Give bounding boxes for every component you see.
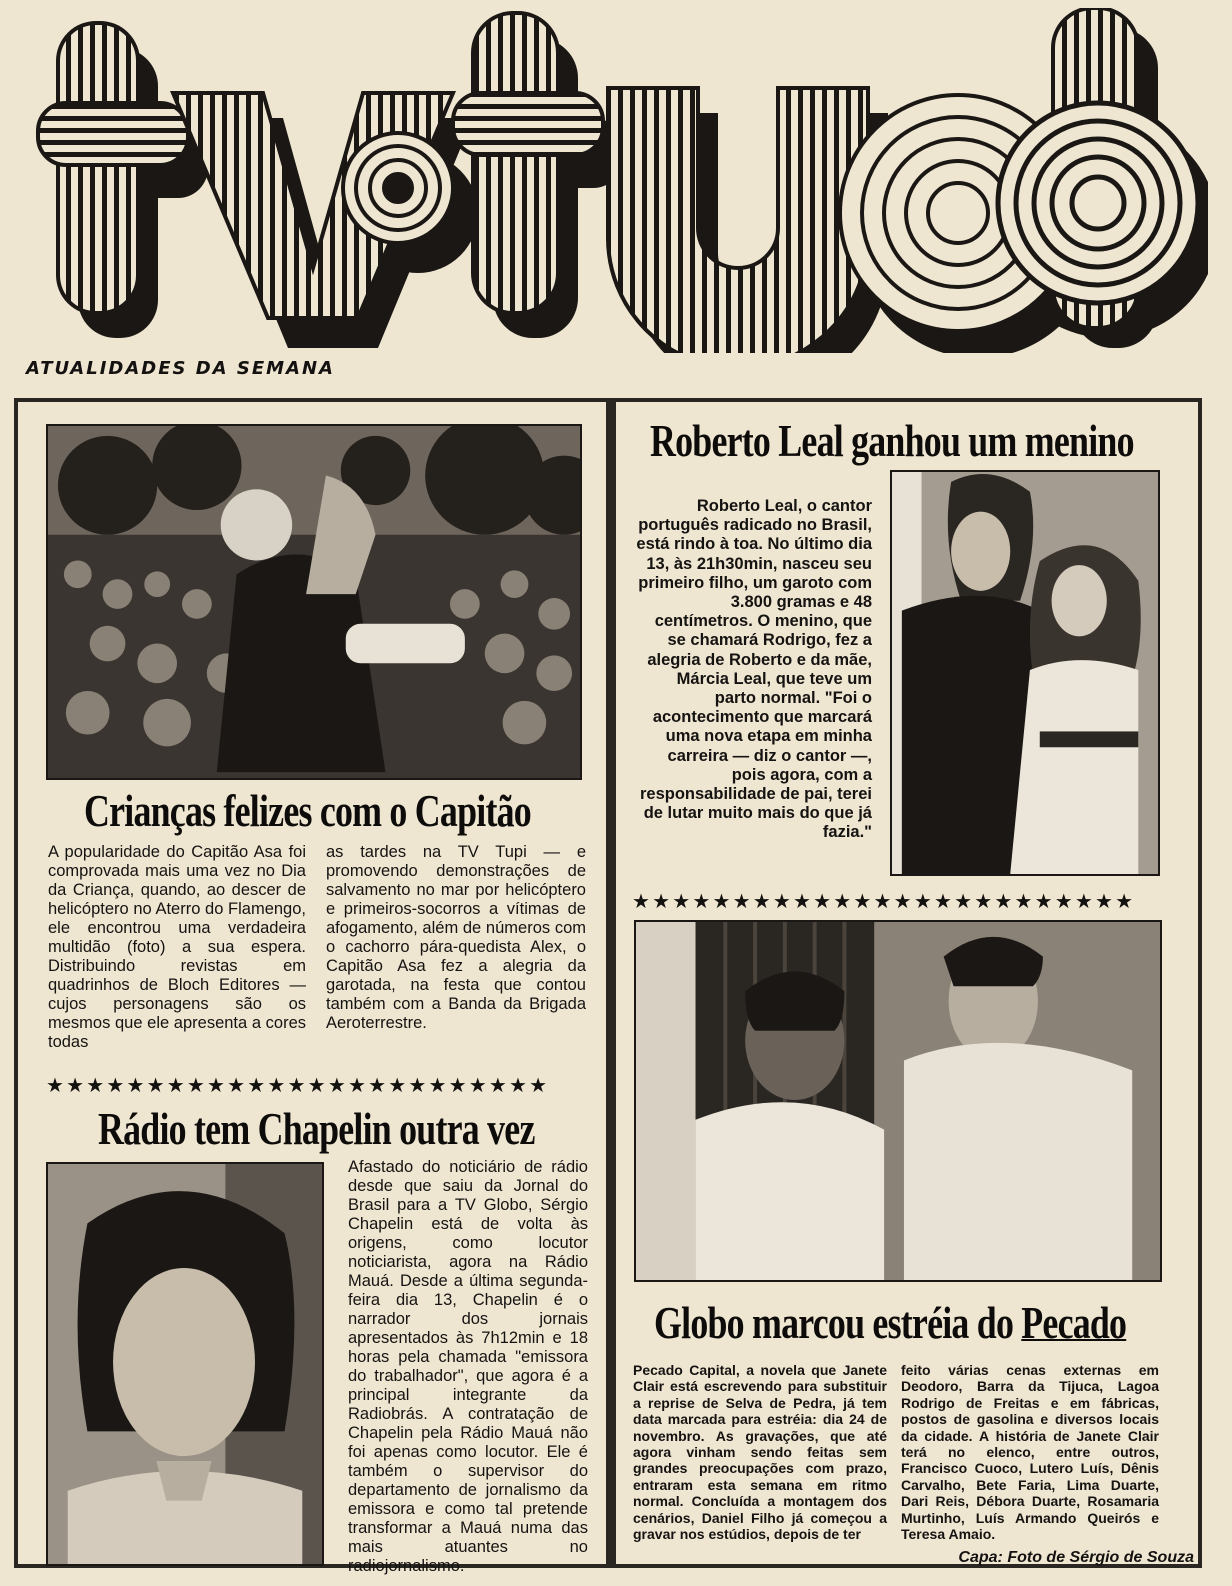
headline-pecado-main: Globo marcou estréia do [654, 1297, 1022, 1348]
headline-chapelin: Rádio tem Chapelin outra vez [98, 1103, 535, 1154]
photo-capitao-crowd [46, 424, 582, 780]
photo-sergio-chapelin [46, 1162, 324, 1566]
star-separator-right: ★★★★★★★★★★★★★★★★★★★★★★★★★ [632, 889, 1136, 913]
article-pecado-col2: feito várias cenas externas em Deodoro, Barra da Tijuca, Lagoa Rodrigo de Freitas e em fábricas, postos de gasolina e diversos locais da cidade. A história de Janete Clair terá no elenco, entre outros, Francisco Cuoco, Lutero Luís, Dênis Carvalho, Bete Faria, Lima Duarte, Dari Reis, Débora Duarte, Rosamaria Murtinho, Luís Armando Queirós e Teresa Amaio. [901, 1362, 1159, 1543]
photo-roberto-leal [890, 470, 1160, 876]
masthead-subtitle: ATUALIDADES DA SEMANA [26, 358, 335, 379]
article-chapelin-body: Afastado do noticiário de rádio desde que saiu da Jornal do Brasil para a TV Globo, Sérgio Chapelin está de volta às origens, como locutor noticiarista, agora na Rádio Mauá. Desde a última segunda-feira dia 13, Chapelin é o narrador dos jornais apresentados às 7h12min e 18 horas pela chamada "emissora do trabalhador", que agora é a principal integrante da Radiobrás. A contratação de Chapelin pela Rádio Mauá não foi apenas como locutor. Ele é também o supervisor do departamento de jornalismo da emissora e como tal pretende transformar a Mauá numa das mais atuantes no radiojornalismo. [348, 1158, 588, 1575]
star-separator-left: ★★★★★★★★★★★★★★★★★★★★★★★★★ [46, 1073, 550, 1097]
column-divider [606, 402, 616, 1564]
photo-globo-pecado [634, 920, 1162, 1282]
cover-credit: Capa: Foto de Sérgio de Souza [958, 1549, 1194, 1566]
article-pecado-col1: Pecado Capital, a novela que Janete Clair está escrevendo para substituir a reprise de Selva de Pedra, já tem data marcada para estréia: dia 24 de novembro. As gravações, que até agora vinham sendo feitas sem grandes preocupações com prazo, entraram esta semana em ritmo normal. Concluída a montagem dos cenários, Daniel Filho já começou a gravar nos estúdios, depois de ter [633, 1362, 887, 1543]
headline-pecado-word: Pecado [1021, 1297, 1127, 1348]
headline-leal: Roberto Leal ganhou um menino [650, 415, 1134, 466]
headline-pecado [654, 1296, 1126, 1349]
headline-capitao: Crianças felizes com o Capitão [84, 785, 531, 836]
article-capitao-col1: A popularidade do Capitão Asa foi comprovada mais uma vez no Dia da Criança, quando, ao descer de helicóptero no Aterro do Flamengo, ele encontrou uma verdadeira multidão (foto) a sua espera. Distribuindo revistas em quadrinhos de Bloch Editores — cujos personagens são os mesmos que ele apresenta a cores todas [48, 843, 306, 1051]
article-capitao-col2: as tardes na TV Tupi — e promovendo demonstrações de salvamento no mar por helicóptero e primeiros-socorros a vítimas de afogamento, além de números com o cachorro pára-quedista Alex, o Capitão Asa fez a alegria da garotada, na festa que contou também com a Banda da Brigada Aeroterrestre. [326, 843, 586, 1032]
article-leal-body: Roberto Leal, o cantor português radicado no Brasil, está rindo à toa. No último dia 13, às 21h30min, nasceu seu primeiro filho, um garoto com 3.800 gramas e 48 centímetros. O menino, que se chamará Rodrigo, fez a alegria de Roberto e da mãe, Márcia Leal, que teve um parto normal. "Foi o acontecimento que marcará uma nova etapa em minha carreira — diz o cantor —, pois agora, com a responsabilidade de pai, terei de lutar muito mais do que já fazia." [636, 497, 872, 842]
masthead-logo [18, 8, 1208, 353]
